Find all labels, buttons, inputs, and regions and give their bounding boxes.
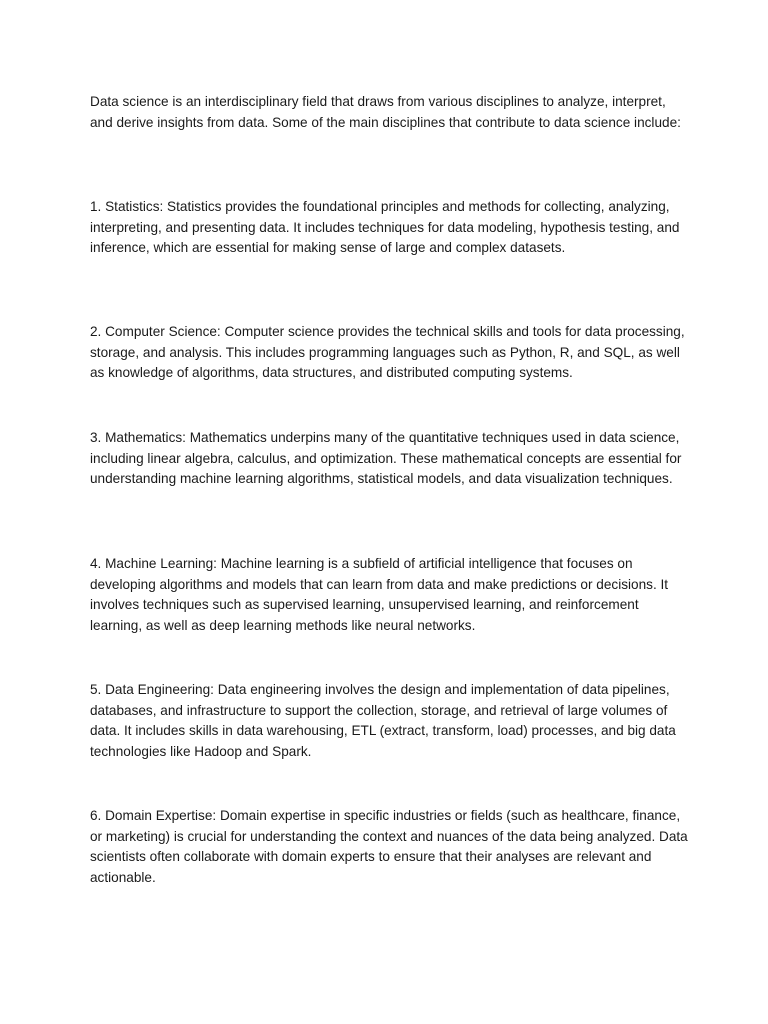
computer-science-paragraph: 2. Computer Science: Computer science provides the technical skills and tools for data processing, storage, and analysis. This includes programming languages such as Python, R, and SQL, as well as knowledge of algorithms, data structures, and distributed computing systems. (90, 324, 685, 380)
mathematics-paragraph: 3. Mathematics: Mathematics underpins many of the quantitative techniques used in data science, including linear algebra, calculus, and optimization. These mathematical concepts are essential for understanding machine learning algorithms, statistical models, and data visualization techniques. (90, 430, 682, 486)
intro-paragraph: Data science is an interdisciplinary field that draws from various disciplines to analyze, interpret, and derive insights from data. Some of the main disciplines that contribute to data science include: (90, 94, 681, 130)
data-engineering-paragraph: 5. Data Engineering: Data engineering involves the design and implementation of data pipelines, databases, and infrastructure to support the collection, storage, and retrieval of large volumes of data. It includes skills in data warehousing, ETL (extract, transform, load) processes, and big data technologies like Hadoop and Spark. (90, 682, 676, 759)
domain-expertise-paragraph: 6. Domain Expertise: Domain expertise in specific industries or fields (such as healthcare, finance, or marketing) is crucial for understanding the context and nuances of the data being analyzed. Data scientists often collaborate with domain experts to ensure that their analyses are relevant and actionable. (90, 808, 688, 885)
machine-learning-paragraph: 4. Machine Learning: Machine learning is a subfield of artificial intelligence that focuses on developing algorithms and models that can learn from data and make predictions or decisions. It involves techniques such as supervised learning, unsupervised learning, and reinforcement learning, as well as deep learning methods like neural networks. (90, 556, 669, 633)
statistics-paragraph: 1. Statistics: Statistics provides the foundational principles and methods for collecting, analyzing, interpreting, and presenting data. It includes techniques for data modeling, hypothesis testing, and inference, which are essential for making sense of large and complex datasets. (90, 199, 680, 255)
